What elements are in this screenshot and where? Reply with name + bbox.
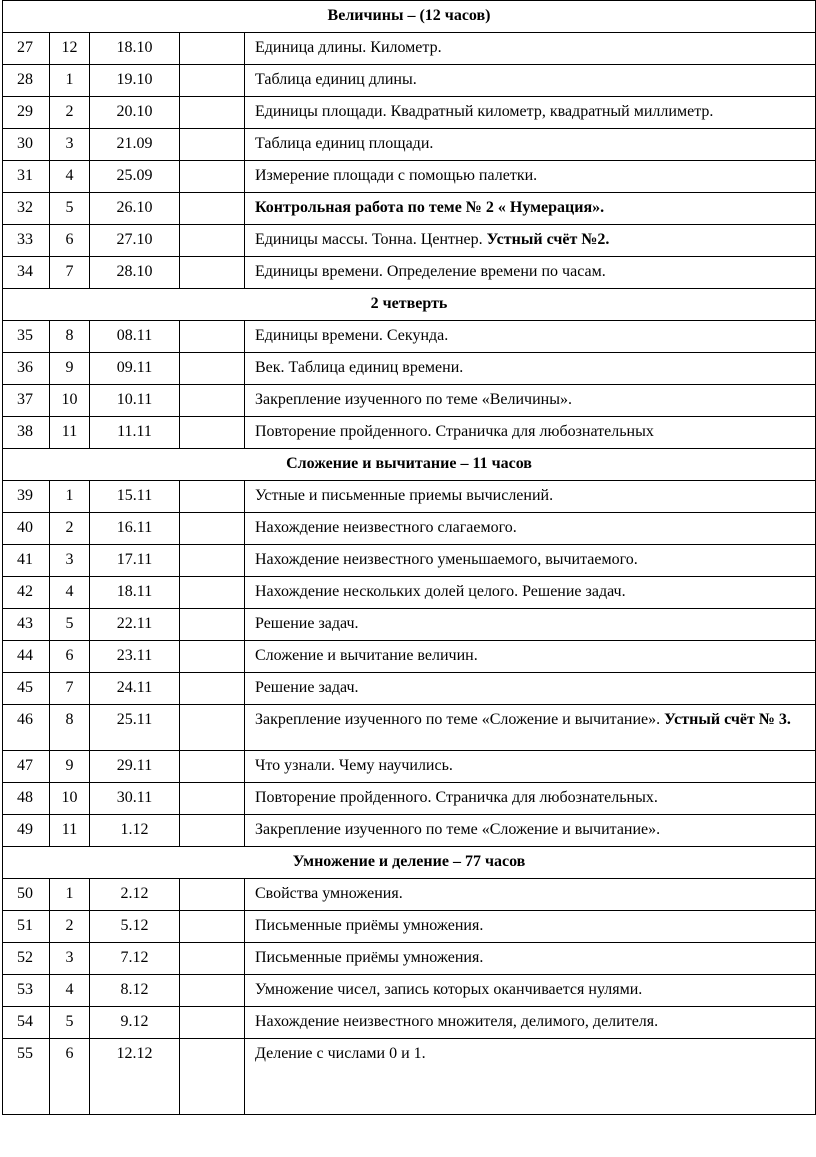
actual-date — [180, 609, 245, 641]
topic-text: Единицы времени. Секунда. — [255, 327, 449, 344]
lesson-topic — [245, 609, 816, 641]
topic-bold-text: Контрольная работа по теме № 2 « Нумерация». — [255, 199, 605, 216]
planned-date: 8.12 — [90, 975, 180, 1007]
table-row — [3, 385, 816, 417]
actual-date — [180, 385, 245, 417]
section-header-row — [3, 847, 816, 879]
table-row — [3, 513, 816, 545]
topic-text: Письменные приёмы умножения. — [255, 917, 484, 934]
section-header-row — [3, 1, 816, 33]
lesson-topic — [245, 673, 816, 705]
topic-text: Умножение чисел, запись которых оканчивается нулями. — [255, 981, 643, 998]
lesson-number: 30 — [3, 129, 50, 161]
topic-text: Закрепление изученного по теме «Сложение и вычитание». — [255, 821, 661, 838]
topic-lesson-number: 11 — [50, 417, 90, 449]
topic-text: Повторение пройденного. Страничка для любознательных. — [255, 789, 658, 806]
table-row — [3, 353, 816, 385]
table-row — [3, 577, 816, 609]
lesson-number: 39 — [3, 481, 50, 513]
table-row — [3, 193, 816, 225]
topic-lesson-number: 10 — [50, 385, 90, 417]
topic-lesson-number: 6 — [50, 1039, 90, 1115]
lesson-topic — [245, 193, 816, 225]
lesson-topic — [245, 911, 816, 943]
actual-date — [180, 225, 245, 257]
topic-lesson-number: 7 — [50, 673, 90, 705]
topic-text: Единицы времени. Определение времени по часам. — [255, 263, 606, 280]
lesson-number: 32 — [3, 193, 50, 225]
table-row — [3, 129, 816, 161]
lesson-topic — [245, 225, 816, 257]
topic-text: Решение задач. — [255, 615, 359, 632]
lesson-topic — [245, 943, 816, 975]
actual-date — [180, 641, 245, 673]
lesson-number: 47 — [3, 751, 50, 783]
table-row — [3, 673, 816, 705]
lesson-topic — [245, 353, 816, 385]
lesson-number: 27 — [3, 33, 50, 65]
table-row — [3, 815, 816, 847]
lesson-number: 29 — [3, 97, 50, 129]
topic-lesson-number: 4 — [50, 975, 90, 1007]
lesson-number: 44 — [3, 641, 50, 673]
lesson-topic — [245, 65, 816, 97]
topic-text: Единица длины. Километр. — [255, 39, 442, 56]
table-row — [3, 65, 816, 97]
topic-lesson-number: 7 — [50, 257, 90, 289]
actual-date — [180, 97, 245, 129]
lesson-number: 36 — [3, 353, 50, 385]
topic-lesson-number: 8 — [50, 705, 90, 751]
lesson-number: 40 — [3, 513, 50, 545]
section-title: Сложение и вычитание – 11 часов — [3, 449, 816, 481]
lesson-number: 37 — [3, 385, 50, 417]
section-title: Умножение и деление – 77 часов — [3, 847, 816, 879]
lesson-topic — [245, 1007, 816, 1039]
actual-date — [180, 751, 245, 783]
lesson-topic — [245, 257, 816, 289]
topic-text: Повторение пройденного. Страничка для любознательных — [255, 423, 654, 440]
lesson-topic — [245, 321, 816, 353]
table-row — [3, 975, 816, 1007]
actual-date — [180, 257, 245, 289]
lesson-number: 55 — [3, 1039, 50, 1115]
planned-date: 25.11 — [90, 705, 180, 751]
lesson-number: 54 — [3, 1007, 50, 1039]
topic-text: Единицы массы. Тонна. Центнер. — [255, 231, 487, 248]
topic-lesson-number: 5 — [50, 193, 90, 225]
actual-date — [180, 545, 245, 577]
topic-bold-text: Устный счёт № 3. — [664, 711, 791, 728]
topic-text: Нахождение неизвестного уменьшаемого, вычитаемого. — [255, 551, 638, 568]
planned-date: 18.11 — [90, 577, 180, 609]
actual-date — [180, 417, 245, 449]
topic-lesson-number: 10 — [50, 783, 90, 815]
lesson-number: 45 — [3, 673, 50, 705]
planned-date: 15.11 — [90, 481, 180, 513]
planned-date: 27.10 — [90, 225, 180, 257]
planned-date: 10.11 — [90, 385, 180, 417]
topic-text: Закрепление изученного по теме «Сложение и вычитание». — [255, 711, 665, 728]
lesson-number: 31 — [3, 161, 50, 193]
topic-lesson-number: 2 — [50, 911, 90, 943]
lesson-topic — [245, 577, 816, 609]
actual-date — [180, 1007, 245, 1039]
section-title: Величины – (12 часов) — [3, 1, 816, 33]
table-row — [3, 705, 816, 751]
topic-lesson-number: 2 — [50, 97, 90, 129]
topic-lesson-number: 1 — [50, 879, 90, 911]
planned-date: 9.12 — [90, 1007, 180, 1039]
table-row — [3, 609, 816, 641]
planned-date: 21.09 — [90, 129, 180, 161]
lesson-topic — [245, 33, 816, 65]
actual-date — [180, 783, 245, 815]
topic-lesson-number: 8 — [50, 321, 90, 353]
topic-lesson-number: 4 — [50, 577, 90, 609]
topic-text: Сложение и вычитание величин. — [255, 647, 478, 664]
actual-date — [180, 161, 245, 193]
table-row — [3, 751, 816, 783]
topic-lesson-number: 2 — [50, 513, 90, 545]
lesson-number: 35 — [3, 321, 50, 353]
planned-date: 5.12 — [90, 911, 180, 943]
actual-date — [180, 705, 245, 751]
planned-date: 28.10 — [90, 257, 180, 289]
lesson-topic — [245, 705, 816, 751]
actual-date — [180, 481, 245, 513]
actual-date — [180, 577, 245, 609]
lesson-number: 51 — [3, 911, 50, 943]
lesson-topic — [245, 879, 816, 911]
topic-text: Измерение площади с помощью палетки. — [255, 167, 538, 184]
lesson-topic — [245, 783, 816, 815]
planned-date: 08.11 — [90, 321, 180, 353]
table-row — [3, 641, 816, 673]
lesson-topic — [245, 513, 816, 545]
topic-lesson-number: 3 — [50, 129, 90, 161]
table-row — [3, 97, 816, 129]
lesson-topic — [245, 97, 816, 129]
lesson-number: 50 — [3, 879, 50, 911]
topic-text: Единицы площади. Квадратный километр, квадратный миллиметр. — [255, 103, 714, 120]
planned-date: 19.10 — [90, 65, 180, 97]
actual-date — [180, 513, 245, 545]
lesson-plan-table — [2, 0, 816, 1115]
lesson-topic — [245, 641, 816, 673]
table-row — [3, 1007, 816, 1039]
actual-date — [180, 1039, 245, 1115]
lesson-number: 53 — [3, 975, 50, 1007]
lesson-number: 34 — [3, 257, 50, 289]
topic-lesson-number: 6 — [50, 225, 90, 257]
lesson-topic — [245, 545, 816, 577]
planned-date: 12.12 — [90, 1039, 180, 1115]
actual-date — [180, 943, 245, 975]
actual-date — [180, 33, 245, 65]
table-row — [3, 1039, 816, 1115]
actual-date — [180, 321, 245, 353]
lesson-topic — [245, 385, 816, 417]
table-row — [3, 481, 816, 513]
topic-lesson-number: 1 — [50, 481, 90, 513]
planned-date: 7.12 — [90, 943, 180, 975]
topic-text: Таблица единиц длины. — [255, 71, 417, 88]
lesson-topic — [245, 1039, 816, 1115]
actual-date — [180, 65, 245, 97]
lesson-number: 52 — [3, 943, 50, 975]
lesson-topic — [245, 975, 816, 1007]
section-header-row — [3, 289, 816, 321]
lesson-number: 48 — [3, 783, 50, 815]
topic-text: Нахождение нескольких долей целого. Решение задач. — [255, 583, 626, 600]
actual-date — [180, 129, 245, 161]
topic-lesson-number: 4 — [50, 161, 90, 193]
lesson-number: 41 — [3, 545, 50, 577]
lesson-topic — [245, 751, 816, 783]
lesson-number: 43 — [3, 609, 50, 641]
topic-text: Деление с числами 0 и 1. — [255, 1045, 426, 1062]
lesson-number: 46 — [3, 705, 50, 751]
planned-date: 29.11 — [90, 751, 180, 783]
planned-date: 24.11 — [90, 673, 180, 705]
topic-lesson-number: 11 — [50, 815, 90, 847]
section-header-row — [3, 449, 816, 481]
table-row — [3, 911, 816, 943]
planned-date: 17.11 — [90, 545, 180, 577]
planned-date: 25.09 — [90, 161, 180, 193]
table-row — [3, 783, 816, 815]
planned-date: 20.10 — [90, 97, 180, 129]
lesson-plan-body — [3, 1, 816, 1115]
planned-date: 30.11 — [90, 783, 180, 815]
topic-text: Решение задач. — [255, 679, 359, 696]
lesson-number: 49 — [3, 815, 50, 847]
topic-lesson-number: 1 — [50, 65, 90, 97]
table-row — [3, 161, 816, 193]
topic-text: Таблица единиц площади. — [255, 135, 434, 152]
planned-date: 23.11 — [90, 641, 180, 673]
topic-lesson-number: 6 — [50, 641, 90, 673]
topic-lesson-number: 3 — [50, 943, 90, 975]
lesson-number: 33 — [3, 225, 50, 257]
topic-text: Свойства умножения. — [255, 885, 403, 902]
table-row — [3, 943, 816, 975]
topic-text: Век. Таблица единиц времени. — [255, 359, 464, 376]
topic-lesson-number: 9 — [50, 751, 90, 783]
planned-date: 22.11 — [90, 609, 180, 641]
actual-date — [180, 673, 245, 705]
planned-date: 2.12 — [90, 879, 180, 911]
topic-text: Устные и письменные приемы вычислений. — [255, 487, 554, 504]
planned-date: 11.11 — [90, 417, 180, 449]
topic-text: Закрепление изученного по теме «Величины». — [255, 391, 572, 408]
actual-date — [180, 879, 245, 911]
table-row — [3, 33, 816, 65]
lesson-topic — [245, 161, 816, 193]
planned-date: 09.11 — [90, 353, 180, 385]
topic-lesson-number: 3 — [50, 545, 90, 577]
actual-date — [180, 911, 245, 943]
actual-date — [180, 815, 245, 847]
lesson-number: 28 — [3, 65, 50, 97]
table-row — [3, 417, 816, 449]
lesson-number: 42 — [3, 577, 50, 609]
topic-text: Что узнали. Чему научились. — [255, 757, 453, 774]
topic-lesson-number: 5 — [50, 1007, 90, 1039]
lesson-number: 38 — [3, 417, 50, 449]
lesson-topic — [245, 417, 816, 449]
lesson-topic — [245, 481, 816, 513]
planned-date: 18.10 — [90, 33, 180, 65]
planned-date: 1.12 — [90, 815, 180, 847]
actual-date — [180, 975, 245, 1007]
actual-date — [180, 193, 245, 225]
topic-text: Письменные приёмы умножения. — [255, 949, 484, 966]
topic-text: Нахождение неизвестного слагаемого. — [255, 519, 517, 536]
topic-lesson-number: 5 — [50, 609, 90, 641]
topic-bold-text: Устный счёт №2. — [486, 231, 610, 248]
planned-date: 16.11 — [90, 513, 180, 545]
table-row — [3, 225, 816, 257]
table-row — [3, 545, 816, 577]
actual-date — [180, 353, 245, 385]
topic-text: Нахождение неизвестного множителя, делимого, делителя. — [255, 1013, 659, 1030]
lesson-topic — [245, 815, 816, 847]
table-row — [3, 257, 816, 289]
planned-date: 26.10 — [90, 193, 180, 225]
table-row — [3, 879, 816, 911]
topic-lesson-number: 9 — [50, 353, 90, 385]
lesson-topic — [245, 129, 816, 161]
section-title: 2 четверть — [3, 289, 816, 321]
topic-lesson-number: 12 — [50, 33, 90, 65]
table-row — [3, 321, 816, 353]
